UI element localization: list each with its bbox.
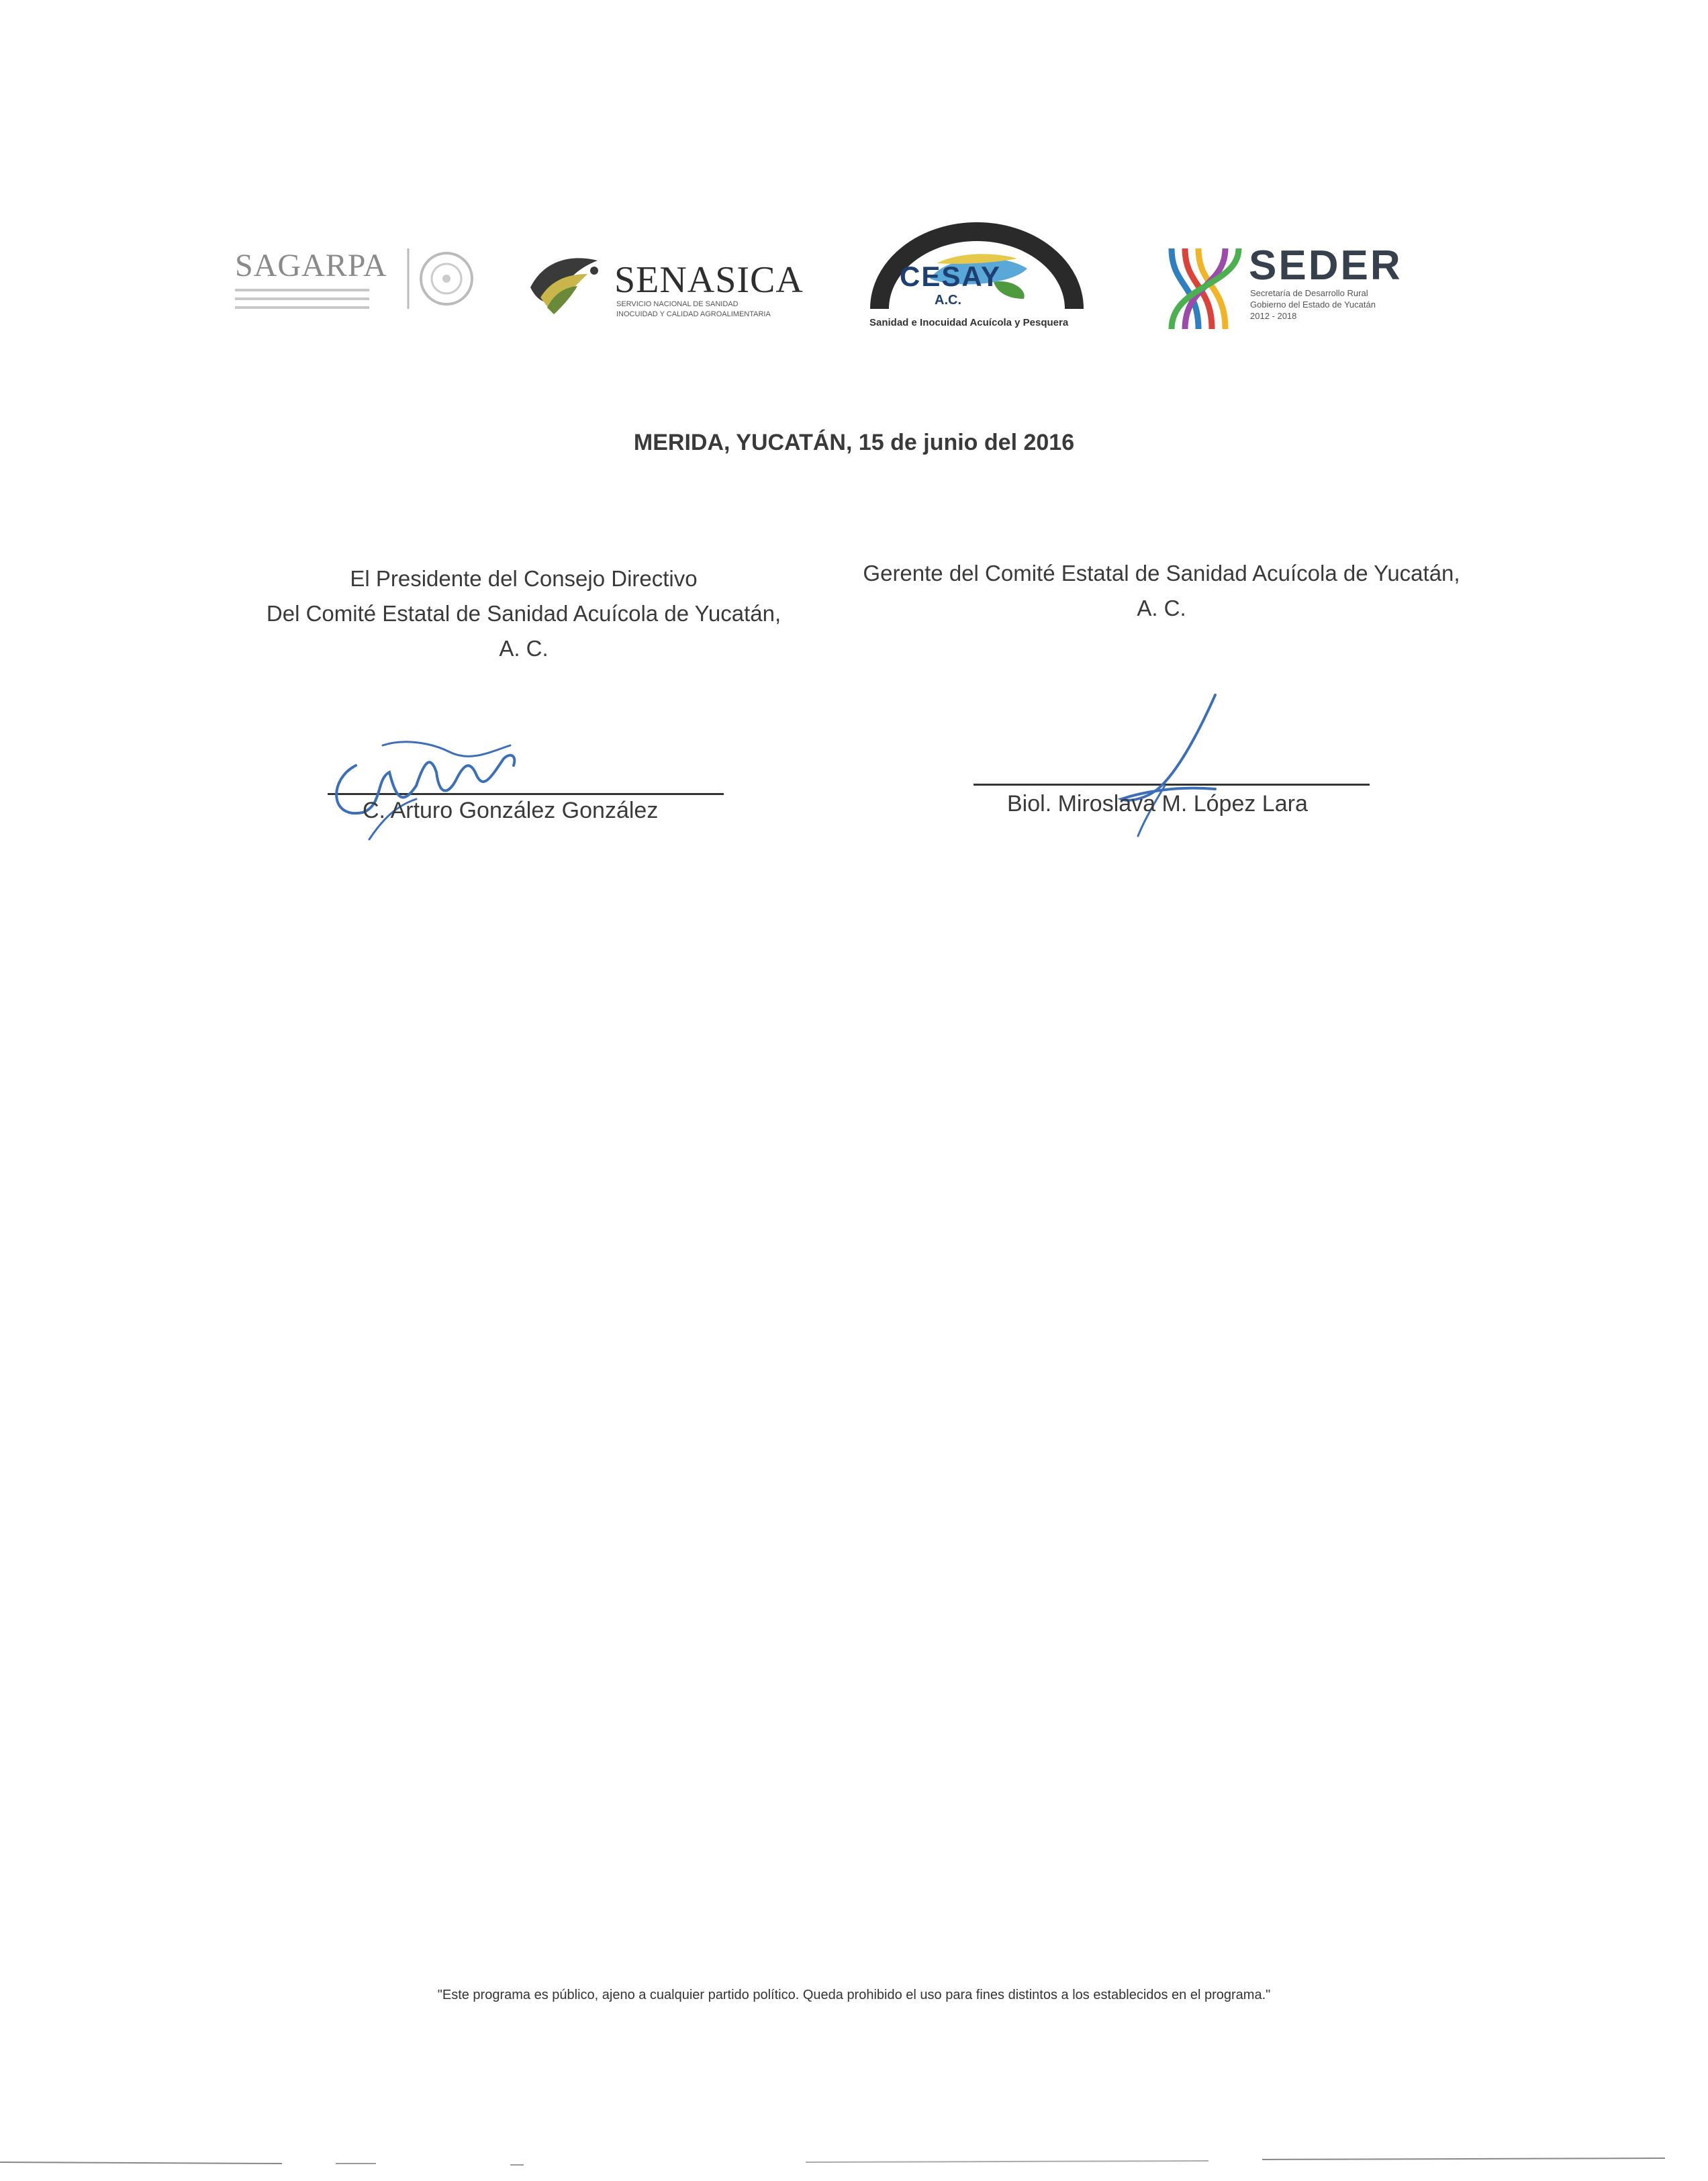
sagarpa-logo-lines <box>235 289 369 315</box>
senasica-leaf-icon <box>524 247 618 321</box>
right-title-line-2: A. C. <box>1137 596 1186 620</box>
senasica-logo-subtitle: SERVICIO NACIONAL DE SANIDAD INOCUIDAD Y CALIDAD AGROALIMENTARIA <box>616 300 771 318</box>
senasica-logo-text: SENASICA <box>614 259 804 301</box>
left-signatory-name: C. Arturo González González <box>363 798 659 823</box>
sagarpa-logo-text: SAGARPA <box>235 248 387 283</box>
right-signatory-title <box>806 556 1517 626</box>
left-signatory-title <box>228 561 819 666</box>
right-handwritten-signature <box>1101 692 1235 839</box>
right-signatory-name: Biol. Miroslava M. López Lara <box>1007 791 1308 817</box>
footer-disclaimer: "Este programa es público, ajeno a cualquier partido político. Queda prohibido el uso para fines distintos a los establecidos en el programa." <box>437 1988 1271 2002</box>
left-handwritten-signature <box>316 725 530 846</box>
left-title-line-3: A. C. <box>499 636 549 661</box>
left-title-line-1: El Presidente del Consejo Directivo <box>350 566 698 591</box>
document-date-line: MERIDA, YUCATÁN, 15 de junio del 2016 <box>633 430 1075 455</box>
cesay-logo-caption: Sanidad e Inocuidad Acuícola y Pesquera <box>869 317 1069 328</box>
seder-logo-subtitle: Secretaría de Desarrollo Rural Gobierno del Estado de Yucatán 2012 - 2018 <box>1250 288 1376 321</box>
seder-strands-icon <box>1165 245 1245 332</box>
cesay-logo-text: CESAY <box>900 261 1001 292</box>
sagarpa-seal-icon <box>403 242 477 316</box>
right-title-line-1: Gerente del Comité Estatal de Sanidad Acuícola de Yucatán, <box>863 561 1460 586</box>
seder-logo-text: SEDER <box>1249 242 1403 289</box>
cesay-logo-suffix: A.C. <box>935 293 961 308</box>
scan-edge-marks <box>0 2149 1708 2176</box>
left-title-line-2: Del Comité Estatal de Sanidad Acuícola de Yucatán, <box>266 601 781 626</box>
